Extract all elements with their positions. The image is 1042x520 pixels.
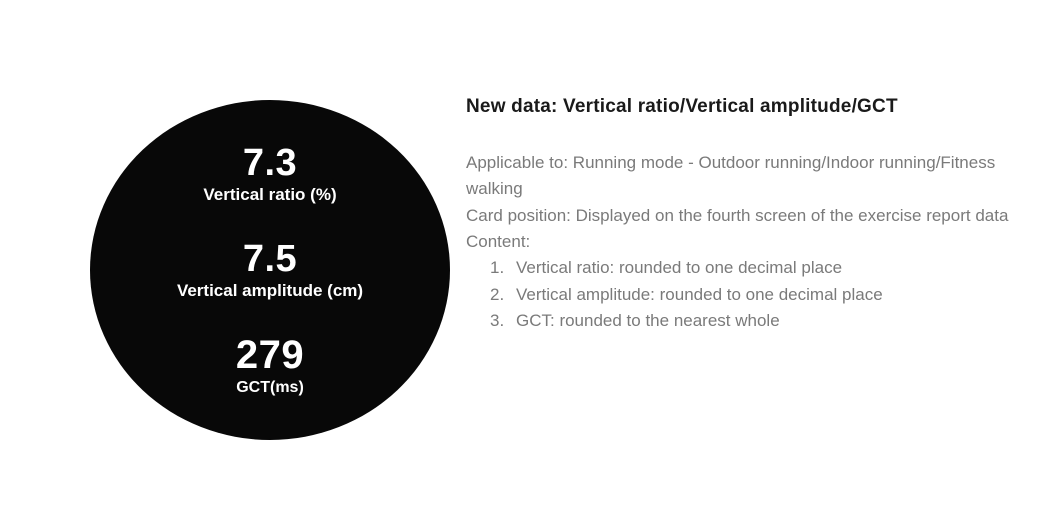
list-item-number: 2. [490,284,505,304]
list-item-text: GCT: rounded to the nearest whole [516,311,780,331]
metric-vertical-ratio-label: Vertical ratio (%) [203,184,337,204]
metric-vertical-amplitude-label: Vertical amplitude (cm) [176,281,364,301]
metric-vertical-amplitude-value: 7.5 [242,238,298,281]
list-item-text: Vertical amplitude: rounded to one decimal place [516,284,883,304]
info-applicable-line: Applicable to: Running mode - Outdoor running/Indoor running/Fitness walking [466,153,996,199]
metric-vertical-ratio-value: 7.3 [242,141,298,184]
metric-gct-label: GCT(ms) [236,378,304,396]
metric-gct-value: 279 [235,332,305,377]
info-title: New data: Vertical ratio/Vertical amplitude/GCT [466,96,898,117]
watch-face-preview [90,100,450,440]
list-item-text: Vertical ratio: rounded to one decimal place [516,258,843,278]
list-item-number: 1. [490,258,505,278]
metric-vertical-ratio [90,143,450,205]
info-body [466,150,1026,334]
list-item [490,282,1026,308]
info-panel [466,96,1026,334]
list-item [490,255,1026,281]
metric-vertical-amplitude [90,239,450,301]
list-item [490,308,1026,334]
info-content-list [466,255,1026,334]
info-content-label: Content: [466,232,531,252]
info-card-position-line: Card position: Displayed on the fourth screen of the exercise report data [466,205,1009,225]
metric-gct [90,334,450,397]
list-item-number: 3. [490,311,505,331]
